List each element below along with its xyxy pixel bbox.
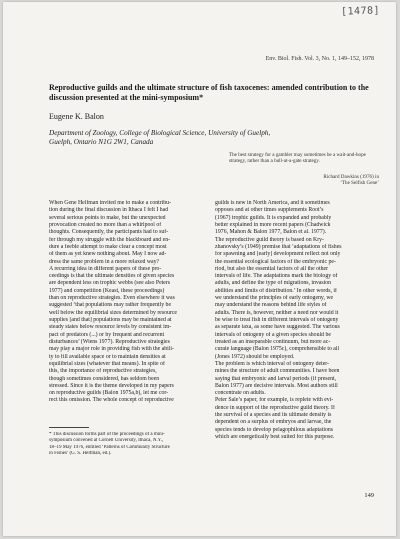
text-line: thoughts. Consequently, the participants had to suf- [49, 229, 169, 236]
text-line: for spawning and [early] development reflect not only [215, 251, 341, 258]
text-line: saying that embryonic and larval periods (if present, [215, 375, 337, 382]
text-line: be wise to treat fish in different intervals of ontogeny [215, 317, 339, 323]
text-line: tion during the final discussion in Ithaca I felt I had [49, 207, 169, 214]
text-line: suggested ‘that populations may rather frequently be [49, 302, 172, 309]
affiliation-line: Guelph, Ontario N1G 2W1, Canada [49, 138, 154, 146]
body-column-right [215, 200, 379, 441]
text-line: concentrate on adults. [215, 390, 266, 397]
text-line: symposium convened at Cornell University, Ithaca, N.Y., [49, 438, 164, 444]
epigraph-attribution-line: ‘The Selfish Gene’ [340, 180, 379, 187]
text-line: * This discussion forms part of the proceedings of a mini- [49, 432, 165, 437]
text-line: intervals of ontogeny of a given species should be [215, 331, 331, 338]
text-line: may play a major role in providing fish with the abili- [49, 346, 174, 353]
text-line: several serious points to make, but the unexpected [49, 214, 166, 221]
text-line: curate language (Balon 1975c), comprehensible to all [215, 346, 340, 353]
article-author: Eugene K. Balon [49, 112, 104, 121]
handwritten-note: [1478] [340, 5, 381, 18]
text-line: disturbances’ (Wiens 1977). Reproductive strategies [49, 338, 170, 345]
text-line: may understand the reasons behind life styles of [215, 302, 327, 309]
text-line: well below the equilibrial sizes determined by resource [49, 309, 177, 316]
epigraph-attribution [269, 174, 379, 187]
text-line: adults, and define the type of migrations, invasion [215, 280, 332, 287]
affiliation-line: Department of Zoology, College of Biological Science, University of Guelph, [49, 129, 271, 137]
document-page [3, 2, 396, 536]
journal-citation: Env. Biol. Fish. Vol. 3, No. 1, 149–152, 1978 [265, 56, 374, 62]
text-line: The problem is which interval of ontogeny deter- [215, 360, 330, 367]
text-line: provocation created no more than a whirlpool of [49, 221, 162, 228]
text-line: A recurring idea in different papers of these pro- [49, 265, 162, 272]
text-line: ceedings is that the ultimate densities of given species [49, 273, 175, 280]
text-line: are dependent less on trophic webbs (see also Peters [49, 280, 171, 287]
text-line: dependent on a surplus of embryos and larvae, the [215, 419, 332, 426]
article-title: Reproductive guilds and the ultimate structure of fish taxocenes: amended contribution to the discussion presented at the mini-symposium* [49, 83, 369, 102]
text-line: adults. There is, however, neither a need nor would it [215, 309, 339, 316]
text-line: intervals of life. The adaptations mark the biology of [215, 273, 338, 280]
text-line: abilities and limits of distribution.’ In other words, if [215, 287, 337, 294]
text-line: dress the same problem in a more relaxed way? [49, 258, 160, 265]
body-column-left [49, 200, 213, 405]
text-line: we understand the principles of early ontogeny, we [215, 295, 334, 302]
text-line: this, the importance of reproductive strategies, [49, 368, 157, 375]
epigraph-attribution-line: Richard Dawkins (1976) in [323, 174, 379, 180]
text-line: Balon 1977) are decisive intervals. Most authors still [215, 382, 338, 389]
text-line: than on reproductive strategies. Even elsewhere it was [49, 295, 175, 302]
text-line: as separate taxa, as some have suggested. The various [215, 324, 340, 331]
text-line: 1977) and competition (Keast, these proceedings) [49, 287, 165, 294]
text-line: (Jones 1972) should be employed. [215, 353, 295, 360]
text-line: zhanovsky’s (1949) premise that ‘adaptations of fishes [215, 243, 342, 250]
text-line: dure a feeble attempt to make clear a concept most [49, 243, 167, 250]
text-line: the essential ecological factors of the embryonic pe- [215, 258, 336, 265]
text-line: the survival of a species and its ultimate density is [215, 412, 332, 419]
text-line: in Fishes’ (G. S. Helfman, ed.). [49, 450, 112, 456]
footnote [49, 432, 213, 457]
text-line: though sometimes considered, has seldom been [49, 375, 160, 382]
text-line: guilds is new in North America, and it sometimes [215, 200, 330, 206]
page-number: 149 [364, 492, 374, 499]
text-line: better explained in more recent papers (Chadwick [215, 221, 331, 228]
text-line: dence in support of the reproductive guild theory. If [215, 404, 335, 411]
text-line: When Gene Helfman invited me to make a contribu- [49, 200, 172, 206]
text-line: mines the structure of adult communities. I have been [215, 368, 340, 375]
text-line: (1967) trophic guilds. It is expanded and probably [215, 214, 332, 221]
text-line: of them as yet knew nothing about. May I now ad- [49, 251, 167, 258]
text-line: stressed. Since it is the theme developed in my papers [49, 382, 174, 389]
text-line: equilibrial sizes (whatever that means). In spite of [49, 360, 165, 367]
text-line: The reproductive guild theory is based on Kry- [215, 236, 324, 243]
text-line: supplies [and that] populations may be maintained at [49, 317, 172, 323]
author-affiliation [49, 129, 349, 147]
text-line: Peter Sale’s paper, for example, is replete with evi- [215, 397, 334, 404]
text-line: pact of predators (...) or by frequent and recurrent [49, 331, 165, 338]
text-line: rect this omission. The whole concept of reproductive [49, 397, 174, 404]
epigraph-quote: The best strategy for a gambler may sometimes be a wait-and-hope strategy, rather than a bull-at-a-gate strategy. [229, 152, 366, 165]
text-line: on reproductive guilds (Balon 1975a,b), let me cor- [49, 390, 169, 397]
text-line: 1976, Mahon & Balon 1977, Balon et al. 1977). [215, 229, 327, 236]
footnote-divider [49, 427, 89, 428]
text-line: opposes and at other times supplements Root’s [215, 207, 324, 214]
text-line: ty to fill available space or to maintain densities at [49, 353, 166, 360]
text-line: treated as an inseparable continuum, but more ac- [215, 338, 331, 345]
text-line: which are energetically best suited for this purpose. [215, 434, 335, 440]
text-line: riod, but also the essential factors of all the other [215, 265, 329, 272]
text-line: species tends to develop pelagophilous adaptations [215, 426, 334, 433]
text-line: 18–19 May 1976, entitled ‘Patterns of Community Structure [49, 444, 170, 450]
text-line: steady states below resource levels by consistent im- [49, 324, 172, 331]
text-line: fer through my struggle with the blackboard and en- [49, 236, 171, 243]
